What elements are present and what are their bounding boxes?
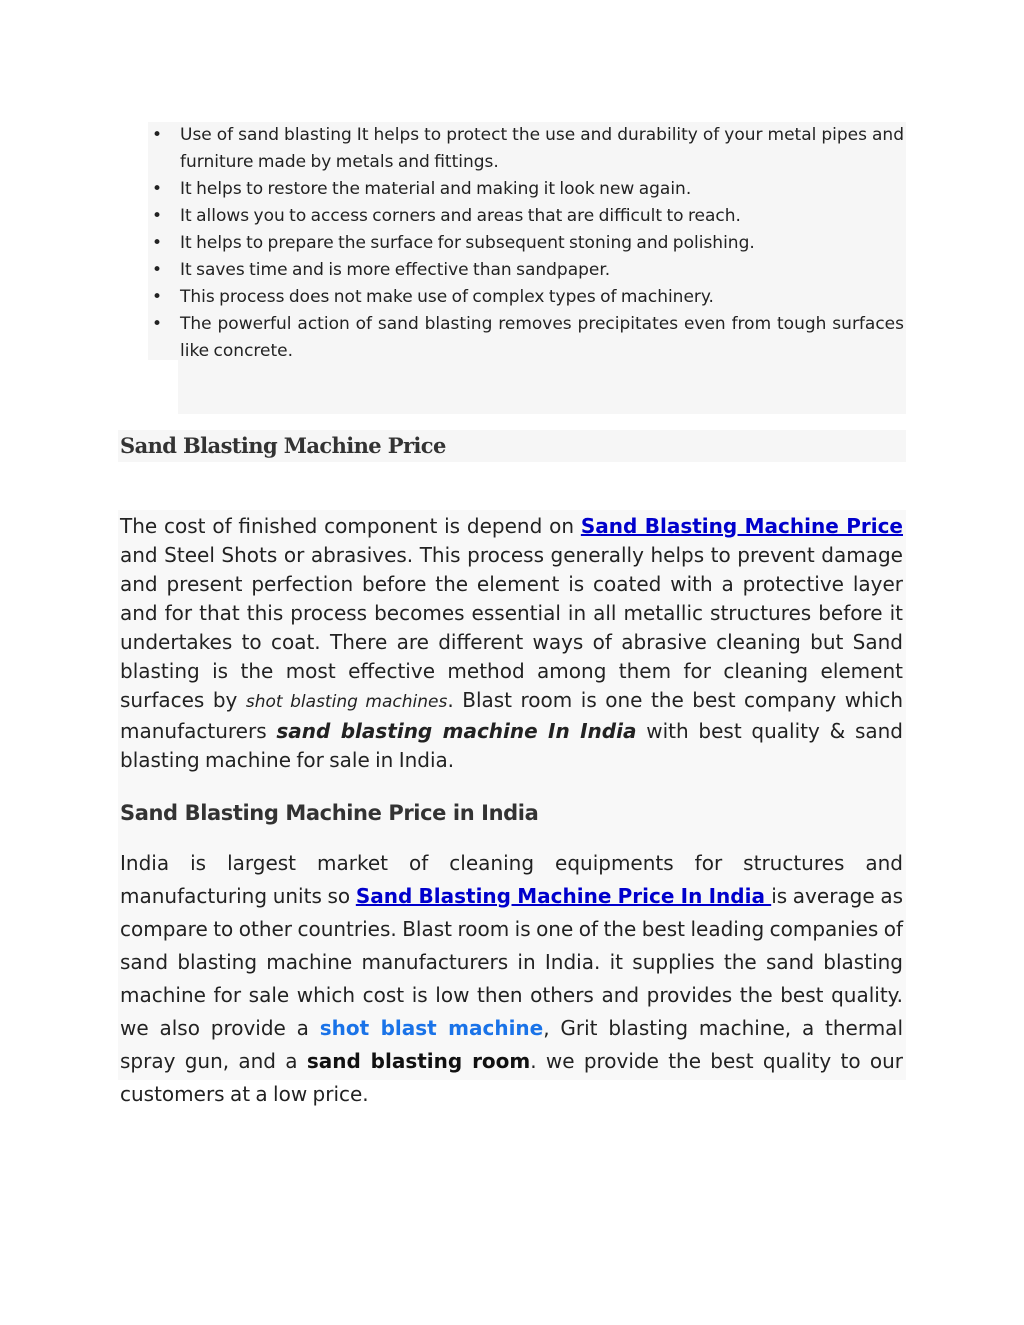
bold-italic-text: sand blasting machine In India — [276, 719, 637, 743]
bold-text: sand blasting room — [306, 1049, 531, 1073]
bullet-item: • This process does not make use of complex types of machinery. — [148, 284, 904, 311]
text-span: , Grit blasting machine, a thermal spray gun, and a — [120, 1016, 903, 1073]
text-span: . Blast room is one the best company which manufacturers — [120, 688, 904, 743]
bullet-item: • It helps to restore the material and making it look new again. — [148, 176, 904, 203]
bullet-item: • It helps to prepare the surface for subsequent stoning and polishing. — [148, 230, 904, 257]
price-india-paragraph — [120, 847, 903, 1111]
italic-text: shot blasting machines — [245, 692, 448, 712]
bullet-item: • It allows you to access corners and areas that are difficult to reach. — [148, 203, 904, 230]
price-paragraph — [120, 512, 903, 775]
sand-blasting-machine-price-link[interactable]: Sand Blasting Machine Price — [580, 514, 903, 538]
benefits-bullet-list — [148, 122, 904, 365]
text-span: is average as compare to other countries. Blast room is one of the best leading companies of sand blasting machine manufacturers in India. it supplies the sand blasting machine for sale which cost is low then others and provides the best quality. we also provide a — [120, 884, 903, 1040]
text-span: . we provide the best quality to our customers at a low price. — [120, 1049, 903, 1106]
bullet-item: • Use of sand blasting It helps to protect the use and durability of your metal pipes and furniture made by metals and fittings. — [148, 122, 904, 176]
bullet-item: • The powerful action of sand blasting removes precipitates even from tough surfaces like concrete. — [148, 311, 904, 365]
text-span: India is largest market of cleaning equipments for structures and manufacturing units so — [120, 851, 903, 908]
text-span: The cost of finished component is depend on — [120, 514, 581, 538]
section-heading-price-india: Sand Blasting Machine Price in India — [120, 801, 539, 825]
shot-blast-machine-link[interactable]: shot blast machine — [319, 1016, 544, 1040]
text-span: with best quality & sand blasting machine for sale in India. — [120, 719, 903, 772]
bullet-item: • It saves time and is more effective than sandpaper. — [148, 257, 904, 284]
section-heading-price: Sand Blasting Machine Price — [120, 433, 446, 458]
text-span: and Steel Shots or abrasives. This process generally helps to prevent damage and present perfection before the element is coated with a protective layer and for that this process becomes essential in all metallic structures before it undertakes to coat. There are different ways of abrasive cleaning but Sand blasting is the most effective method among them for cleaning element surfaces by — [120, 543, 903, 712]
sand-blasting-machine-price-india-link[interactable]: Sand Blasting Machine Price In India — [355, 884, 772, 908]
